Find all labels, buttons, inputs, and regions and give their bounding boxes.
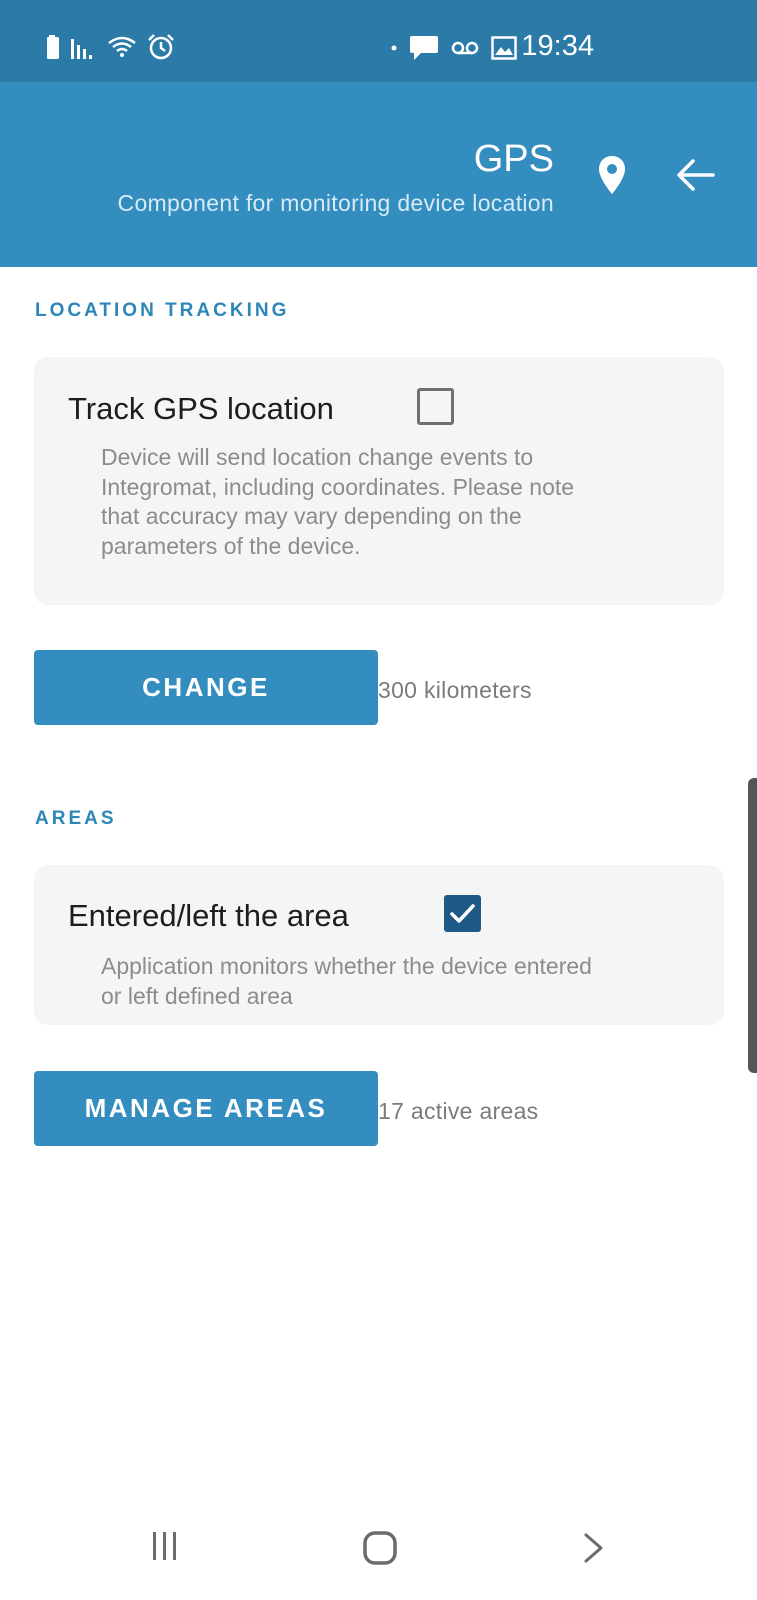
system-nav-bar	[0, 1520, 757, 1600]
status-icons-left	[45, 34, 175, 60]
checkmark-icon	[444, 895, 481, 932]
manage-areas-button[interactable]: MANAGE AREAS	[34, 1071, 378, 1146]
status-icons-right	[391, 34, 517, 62]
section-label-location-tracking: LOCATION TRACKING	[35, 300, 290, 321]
page-subtitle: Component for monitoring device location	[117, 190, 554, 216]
chat-icon	[409, 34, 439, 62]
nav-back-icon[interactable]	[583, 1532, 605, 1564]
status-time: 19:34	[521, 30, 594, 62]
entered-left-area-checkbox[interactable]	[444, 895, 481, 932]
active-areas-count: 17 active areas	[378, 1098, 539, 1124]
signal-icon	[69, 35, 97, 59]
alarm-icon	[147, 34, 175, 60]
status-bar	[0, 0, 757, 82]
dot-icon	[391, 45, 397, 51]
change-button[interactable]: CHANGE	[34, 650, 378, 725]
battery-icon	[45, 35, 59, 59]
track-gps-card	[34, 357, 724, 605]
image-icon	[491, 36, 517, 60]
back-arrow-icon[interactable]	[675, 157, 715, 193]
track-gps-label: Track GPS location	[68, 391, 334, 426]
track-gps-description: Device will send location change events to Integromat, including coordinates. Please note that accuracy may vary depending on the parameters of the device.	[101, 444, 575, 559]
section-label-areas: AREAS	[35, 808, 117, 829]
recent-apps-icon[interactable]	[150, 1530, 180, 1562]
areas-card	[34, 865, 724, 1025]
scrollbar-handle[interactable]	[748, 778, 757, 1073]
wifi-icon	[107, 35, 137, 59]
areas-description: Application monitors whether the device entered or left defined area	[101, 953, 592, 1009]
voicemail-icon	[451, 40, 479, 56]
distance-value: 300 kilometers	[378, 677, 532, 703]
track-gps-checkbox[interactable]	[417, 388, 454, 425]
entered-left-area-label: Entered/left the area	[68, 898, 349, 933]
page-title: GPS	[473, 138, 554, 180]
home-icon[interactable]	[362, 1530, 398, 1566]
location-pin-icon[interactable]	[597, 155, 627, 195]
